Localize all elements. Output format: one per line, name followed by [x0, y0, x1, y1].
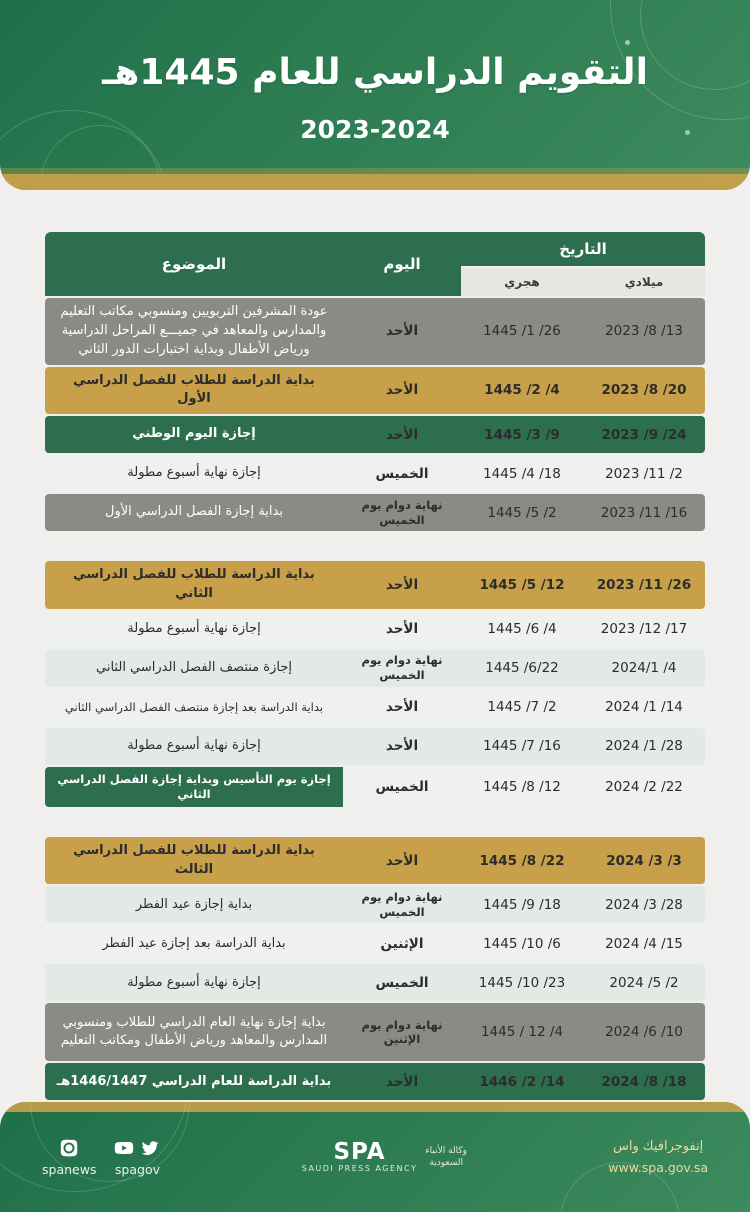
table-row [45, 416, 705, 453]
header-subject: الموضوع [45, 232, 343, 296]
cell-subject: عودة المشرفين التربويين ومنسوبي مكاتب التعليم والمدارس والمعاهد في جميـــع المراحل الدراسية ورياض الأطفال وبداية اختبارات الدور الثاني [45, 298, 343, 365]
cell-day: نهاية دوام يوم الإثنين [343, 1003, 461, 1061]
table-row [45, 886, 705, 923]
cell-hijri: 1446 /2 /14 [461, 1063, 583, 1100]
cell-hijri: 1445 /1 /26 [461, 298, 583, 365]
social-twitter-youtube[interactable] [114, 1138, 160, 1177]
spa-logo-arabic-line2: السعودية [429, 1158, 463, 1169]
page-footer [0, 1102, 750, 1212]
cell-hijri: 1445 /6/22 [461, 650, 583, 687]
cell-hijri: 1445 /7 /2 [461, 689, 583, 726]
cell-gregorian: 2023 /8 /13 [583, 298, 705, 365]
table-row [45, 767, 705, 807]
cell-subject: إجازة منتصف الفصل الدراسي الثاني [45, 650, 343, 687]
table-row [45, 367, 705, 415]
table-row [45, 689, 705, 726]
cell-subject: إجازة نهاية أسبوع مطولة [45, 964, 343, 1001]
cell-day: الأحد [343, 416, 461, 453]
calendar-block-1 [45, 230, 705, 533]
cell-gregorian: 2023 /9 /24 [583, 416, 705, 453]
cell-day: نهاية دوام يوم الخميس [343, 886, 461, 923]
calendar-block-3 [45, 835, 705, 1103]
cell-subject: بداية الدراسة للطلاب للفصل الدراسي الثاني [45, 561, 343, 609]
calendar-table-3 [45, 835, 705, 1103]
cell-day: الأحد [343, 1063, 461, 1100]
cell-day: الأحد [343, 728, 461, 765]
calendar-block-2 [45, 559, 705, 809]
cell-subject: إجازة يوم التأسيس وبداية إجازة الفصل الدراسي الثاني [45, 767, 343, 807]
cell-day: الأحد [343, 689, 461, 726]
cell-gregorian: 2024 /3 /3 [583, 837, 705, 885]
cell-day: الأحد [343, 611, 461, 648]
cell-subject: بداية الدراسة بعد إجازة عيد الفطر [45, 925, 343, 962]
table-row [45, 611, 705, 648]
cell-gregorian: 2024 /4 /15 [583, 925, 705, 962]
header-gold-strip [0, 174, 750, 190]
cell-day: الخميس [343, 455, 461, 492]
cell-day: الإثنين [343, 925, 461, 962]
page-subtitle: 2023-2024 [300, 115, 450, 144]
social-handle: spagov [114, 1161, 161, 1177]
header-day: اليوم [343, 232, 461, 296]
spa-logo-arabic-line1: وكالة الأنباء [425, 1146, 468, 1157]
cell-hijri: 1445 /5 /12 [461, 561, 583, 609]
cell-subject: بداية الدراسة للطلاب للفصل الدراسي الأول [45, 367, 343, 415]
cell-subject: بداية الدراسة للعام الدراسي 1446/1447هـ [45, 1063, 343, 1100]
table-row [45, 1003, 705, 1061]
cell-hijri: 1445 /9 /18 [461, 886, 583, 923]
footer-credit [608, 1137, 708, 1178]
cell-subject: بداية إجازة نهاية العام الدراسي للطلاب ومنسوبي المدارس والمعاهد ورياض الأطفال ومكاتب التعليم [45, 1003, 343, 1061]
spa-logo-subtitle: SAUDI PRESS AGENCY [301, 1164, 418, 1174]
table-row [45, 561, 705, 609]
cell-day: نهاية دوام يوم الخميس [343, 494, 461, 531]
instagram-icon-wrap [42, 1138, 96, 1158]
cell-gregorian: 2024 /2 /22 [583, 767, 705, 807]
page-title: التقويم الدراسي للعام 1445هـ [102, 52, 648, 93]
cell-day: الخميس [343, 964, 461, 1001]
credit-text: إنفوجرافيك واس [612, 1139, 704, 1155]
twitter-icon [140, 1138, 160, 1158]
spa-logo [302, 1141, 467, 1173]
credit-url[interactable]: www.spa.gov.sa [608, 1159, 708, 1175]
instagram-icon [59, 1138, 79, 1158]
cell-day: الأحد [343, 561, 461, 609]
social-instagram[interactable] [42, 1138, 96, 1177]
cell-hijri: 1445 /6 /4 [461, 611, 583, 648]
cell-gregorian: 2024 /1 /14 [583, 689, 705, 726]
cell-subject: بداية إجازة الفصل الدراسي الأول [45, 494, 343, 531]
cell-hijri: 1445 /4 /18 [461, 455, 583, 492]
youtube-icon [114, 1138, 134, 1158]
page-header [0, 0, 750, 190]
cell-gregorian: 2023 /8 /20 [583, 367, 705, 415]
cell-day: الأحد [343, 298, 461, 365]
header-gregorian: ميلادي [583, 268, 705, 296]
calendar-content [0, 190, 750, 1102]
cell-gregorian: 2024 /5 /2 [583, 964, 705, 1001]
table-row [45, 964, 705, 1001]
cell-gregorian: 2024 /8 /18 [583, 1063, 705, 1100]
cell-gregorian: 2024 /1 /28 [583, 728, 705, 765]
cell-hijri: 1445 /3 /9 [461, 416, 583, 453]
social-handle: spanews [42, 1161, 97, 1177]
cell-subject: إجازة نهاية أسبوع مطولة [45, 728, 343, 765]
table-row [45, 298, 705, 365]
spa-logo-arabic [425, 1145, 467, 1169]
table-row [45, 455, 705, 492]
cell-hijri: 1445 /5 /2 [461, 494, 583, 531]
table-row [45, 650, 705, 687]
cell-subject: بداية الدراسة للطلاب للفصل الدراسي الثالث [45, 837, 343, 885]
cell-gregorian: 2023 /11 /16 [583, 494, 705, 531]
table-row [45, 837, 705, 885]
cell-subject: إجازة اليوم الوطني [45, 416, 343, 453]
table-row [45, 925, 705, 962]
cell-gregorian: 2023 /11 /26 [583, 561, 705, 609]
spa-logo-mark: SPA [333, 1139, 386, 1166]
cell-subject: إجازة نهاية أسبوع مطولة [45, 611, 343, 648]
calendar-table-2 [45, 559, 705, 809]
cell-gregorian: 2023 /11 /2 [583, 455, 705, 492]
cell-gregorian: 2023 /12 /17 [583, 611, 705, 648]
cell-gregorian: 2024 /6 /10 [583, 1003, 705, 1061]
header-date: التاريخ [461, 232, 705, 266]
cell-day: الخميس [343, 767, 461, 807]
cell-hijri: 1445 /10 /23 [461, 964, 583, 1001]
cell-hijri: 1445 / 12 /4 [461, 1003, 583, 1061]
header-hijri: هجري [461, 268, 583, 296]
table-row [45, 1063, 705, 1100]
cell-hijri: 1445 /2 /4 [461, 367, 583, 415]
cell-subject: إجازة نهاية أسبوع مطولة [45, 455, 343, 492]
table-header-row [45, 232, 705, 266]
table-row [45, 728, 705, 765]
twitter-youtube-icon [114, 1138, 160, 1158]
cell-hijri: 1445 /10 /6 [461, 925, 583, 962]
footer-social [42, 1138, 160, 1177]
cell-subject: بداية إجازة عيد الفطر [45, 886, 343, 923]
table-row [45, 494, 705, 531]
cell-subject: بداية الدراسة بعد إجازة منتصف الفصل الدراسي الثاني [45, 689, 343, 726]
cell-gregorian: 2024/1 /4 [583, 650, 705, 687]
cell-hijri: 1445 /7 /16 [461, 728, 583, 765]
cell-hijri: 1445 /8 /22 [461, 837, 583, 885]
cell-hijri: 1445 /8 /12 [461, 767, 583, 807]
cell-gregorian: 2024 /3 /28 [583, 886, 705, 923]
cell-day: الأحد [343, 837, 461, 885]
calendar-table-1 [45, 230, 705, 533]
cell-day: نهاية دوام يوم الخميس [343, 650, 461, 687]
cell-day: الأحد [343, 367, 461, 415]
